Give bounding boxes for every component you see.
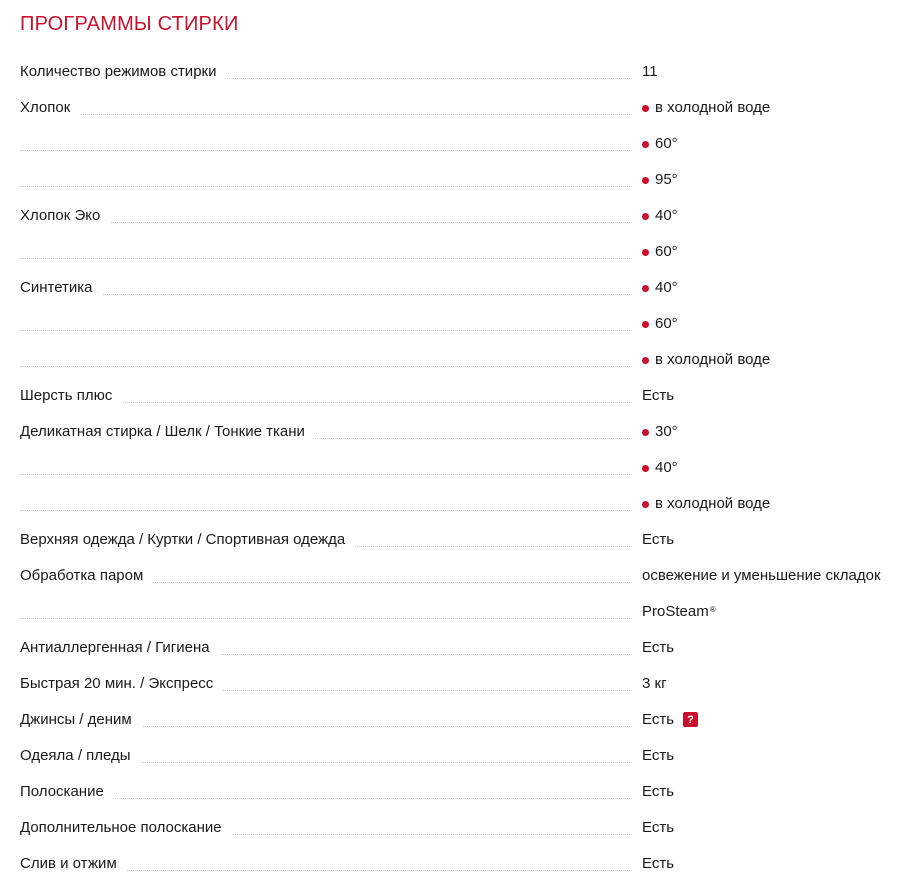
spec-value-text: 60° (655, 243, 678, 260)
spec-value-text: 95° (655, 171, 678, 188)
spec-value (642, 495, 770, 512)
spec-row (0, 201, 905, 237)
spec-label: Синтетика (20, 279, 103, 296)
spec-row (0, 381, 905, 417)
spec-row (0, 93, 905, 129)
bullet-dot-icon (642, 249, 649, 256)
spec-value (642, 423, 678, 440)
spec-value (642, 747, 674, 764)
spec-row (0, 705, 905, 741)
spec-value (642, 603, 716, 620)
spec-value-text: 40° (655, 459, 678, 476)
spec-value (642, 207, 678, 224)
spec-label: Верхняя одежда / Куртки / Спортивная одежда (20, 531, 355, 548)
bullet-dot-icon (642, 285, 649, 292)
dotted-leader (20, 114, 632, 115)
section-title: ПРОГРАММЫ СТИРКИ (20, 13, 239, 35)
spec-row (0, 525, 905, 561)
dotted-leader (20, 222, 632, 223)
spec-value-text: Есть (642, 639, 675, 656)
spec-row (0, 237, 905, 273)
spec-label: Хлопок (20, 99, 80, 116)
bullet-dot-icon (642, 429, 649, 436)
spec-value (642, 459, 678, 476)
spec-value-text: 40° (655, 279, 678, 296)
spec-row (0, 417, 905, 453)
bullet-dot-icon (642, 321, 649, 328)
spec-label: Хлопок Эко (20, 207, 110, 224)
spec-row (0, 453, 905, 489)
bullet-dot-icon (642, 501, 649, 508)
spec-value (642, 171, 678, 188)
spec-row (0, 57, 905, 93)
spec-value (642, 351, 770, 368)
spec-value-text: 60° (655, 135, 678, 152)
spec-row (0, 165, 905, 201)
spec-value (642, 243, 678, 260)
spec-row (0, 273, 905, 309)
bullet-dot-icon (642, 105, 649, 112)
dotted-leader (20, 510, 632, 511)
spec-label: Шерсть плюс (20, 387, 122, 404)
spec-row (0, 597, 905, 633)
bullet-dot-icon (642, 213, 649, 220)
spec-value (642, 63, 658, 80)
spec-row (0, 777, 905, 813)
spec-value (642, 387, 674, 404)
spec-value-text: Есть (642, 531, 675, 548)
spec-label: Обработка паром (20, 567, 153, 584)
spec-value-text: в холодной воде (655, 351, 771, 368)
bullet-dot-icon (642, 357, 649, 364)
spec-label: Одеяла / пледы (20, 747, 141, 764)
spec-value (642, 567, 881, 584)
spec-value-text: в холодной воде (655, 99, 771, 116)
spec-value (642, 783, 674, 800)
spec-value (642, 675, 667, 692)
spec-value-text: 30° (655, 423, 678, 440)
spec-value (642, 279, 678, 296)
spec-row (0, 309, 905, 345)
spec-value (642, 135, 678, 152)
spec-value-text: освежение и уменьшение складок (642, 567, 881, 584)
spec-label: Быстрая 20 мин. / Экспресс (20, 675, 223, 692)
dotted-leader (20, 150, 632, 151)
spec-label: Дополнительное полоскание (20, 819, 232, 836)
spec-row (0, 561, 905, 597)
spec-value (642, 819, 674, 836)
spec-label: Джинсы / деним (20, 711, 142, 728)
spec-value (642, 99, 770, 116)
spec-value (642, 639, 674, 656)
spec-row (0, 669, 905, 705)
dotted-leader (20, 294, 632, 295)
spec-label: Полоскание (20, 783, 114, 800)
spec-value-text: Есть (642, 783, 675, 800)
dotted-leader (20, 186, 632, 187)
bullet-dot-icon (642, 177, 649, 184)
spec-value-text: 11 (642, 63, 658, 80)
help-question-icon[interactable]: ? (683, 712, 698, 727)
spec-value-text: Есть (642, 819, 675, 836)
spec-row (0, 489, 905, 525)
spec-row (0, 633, 905, 669)
spec-value-text: Есть (642, 855, 675, 872)
dotted-leader (20, 366, 632, 367)
spec-label: Антиаллергенная / Гигиена (20, 639, 220, 656)
spec-value-text: Есть (642, 711, 675, 728)
spec-row (0, 741, 905, 777)
spec-value-text: Есть (642, 387, 675, 404)
spec-value-text: 3 кг (642, 675, 667, 692)
spec-value-text: в холодной воде (655, 495, 771, 512)
spec-row (0, 813, 905, 849)
spec-value-text: 60° (655, 315, 678, 332)
spec-row (0, 849, 905, 885)
spec-label: Деликатная стирка / Шелк / Тонкие ткани (20, 423, 315, 440)
spec-value (642, 531, 674, 548)
dotted-leader (20, 618, 632, 619)
spec-row (0, 129, 905, 165)
spec-label: Количество режимов стирки (20, 63, 226, 80)
spec-value-text: 40° (655, 207, 678, 224)
spec-value-text: ProSteam (642, 603, 709, 620)
registered-mark: ® (709, 605, 716, 614)
bullet-dot-icon (642, 465, 649, 472)
spec-value (642, 711, 698, 728)
bullet-dot-icon (642, 141, 649, 148)
spec-value (642, 855, 674, 872)
spec-row (0, 345, 905, 381)
spec-value-text: Есть (642, 747, 675, 764)
dotted-leader (20, 474, 632, 475)
dotted-leader (20, 330, 632, 331)
spec-value (642, 315, 678, 332)
dotted-leader (20, 258, 632, 259)
spec-label: Слив и отжим (20, 855, 127, 872)
